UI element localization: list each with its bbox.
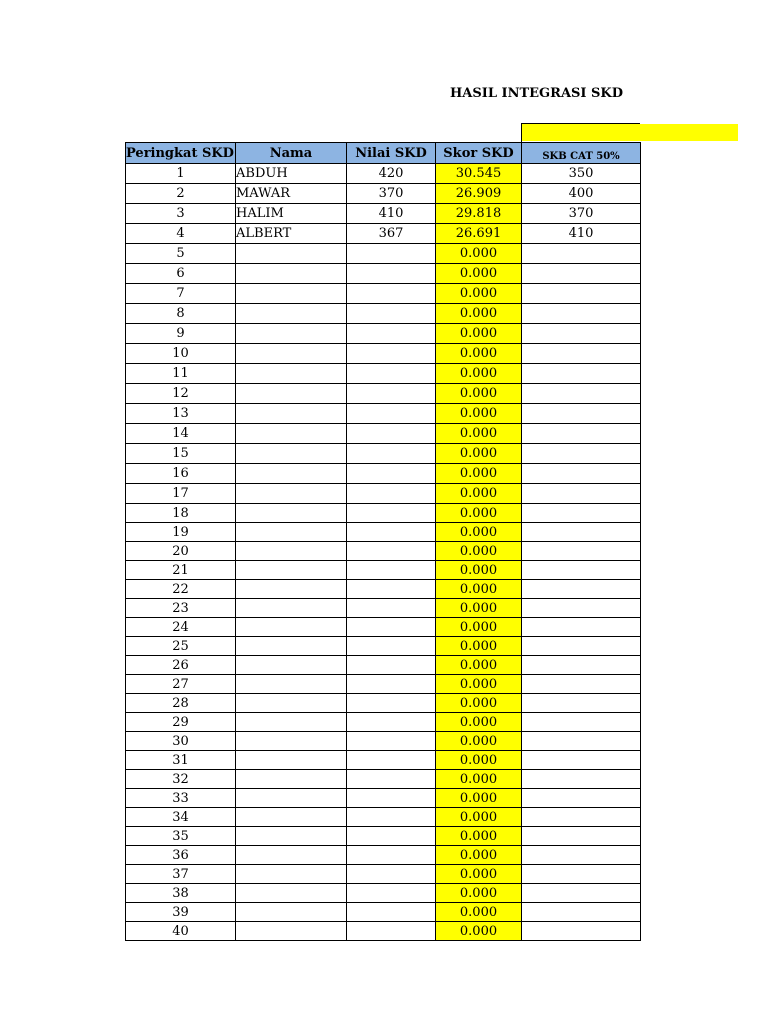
cell-skor-skd: 0.000 — [436, 903, 522, 922]
table-row — [126, 561, 641, 580]
cell-name — [236, 884, 347, 903]
table-row — [126, 542, 641, 561]
cell-skor-skd: 0.000 — [436, 542, 522, 561]
cell-rank: 34 — [126, 808, 236, 827]
cell-name — [236, 523, 347, 542]
cell-skb-cat — [522, 561, 641, 580]
cell-skor-skd: 0.000 — [436, 464, 522, 484]
cell-nilai-skd — [347, 324, 436, 344]
cell-skor-skd: 0.000 — [436, 618, 522, 637]
cell-nilai-skd — [347, 484, 436, 504]
cell-name — [236, 424, 347, 444]
table-row — [126, 304, 641, 324]
cell-nilai-skd — [347, 504, 436, 523]
cell-skb-cat — [522, 464, 641, 484]
table-row — [126, 675, 641, 694]
table-row — [126, 580, 641, 599]
cell-name — [236, 384, 347, 404]
cell-nilai-skd: 410 — [347, 204, 436, 224]
table-row — [126, 384, 641, 404]
cell-name — [236, 344, 347, 364]
cell-skor-skd: 0.000 — [436, 484, 522, 504]
cell-name — [236, 846, 347, 865]
cell-skor-skd: 0.000 — [436, 637, 522, 656]
cell-rank: 25 — [126, 637, 236, 656]
cell-name — [236, 637, 347, 656]
cell-skor-skd: 0.000 — [436, 751, 522, 770]
cell-skor-skd: 0.000 — [436, 865, 522, 884]
cell-skb-cat — [522, 284, 641, 304]
table-row — [126, 865, 641, 884]
cell-nilai-skd — [347, 364, 436, 384]
cell-rank: 27 — [126, 675, 236, 694]
cell-name — [236, 770, 347, 789]
cell-skb-cat — [522, 827, 641, 846]
cell-skb-cat — [522, 344, 641, 364]
cell-skb-cat — [522, 846, 641, 865]
header-skb-cat: SKB CAT 50% — [522, 143, 641, 164]
cell-nilai-skd — [347, 827, 436, 846]
cell-skor-skd: 0.000 — [436, 424, 522, 444]
cell-nilai-skd — [347, 751, 436, 770]
cell-rank: 35 — [126, 827, 236, 846]
cell-nilai-skd — [347, 264, 436, 284]
cell-skb-cat — [522, 264, 641, 284]
cell-skor-skd: 0.000 — [436, 884, 522, 903]
cell-rank: 7 — [126, 284, 236, 304]
cell-name — [236, 618, 347, 637]
cell-skb-cat — [522, 751, 641, 770]
cell-name — [236, 922, 347, 941]
cell-rank: 38 — [126, 884, 236, 903]
cell-rank: 13 — [126, 404, 236, 424]
table-row — [126, 504, 641, 523]
cell-name — [236, 404, 347, 424]
cell-skor-skd: 0.000 — [436, 922, 522, 941]
cell-rank: 31 — [126, 751, 236, 770]
cell-skor-skd: 0.000 — [436, 808, 522, 827]
table-row — [126, 694, 641, 713]
table-row — [126, 732, 641, 751]
cell-skor-skd: 0.000 — [436, 444, 522, 464]
cell-skor-skd: 0.000 — [436, 656, 522, 675]
cell-skb-cat — [522, 884, 641, 903]
table-row — [126, 713, 641, 732]
table-row — [126, 404, 641, 424]
cell-skb-cat — [522, 484, 641, 504]
cell-name — [236, 675, 347, 694]
cell-skor-skd: 0.000 — [436, 304, 522, 324]
cell-skor-skd: 0.000 — [436, 244, 522, 264]
cell-name — [236, 903, 347, 922]
cell-name — [236, 827, 347, 846]
cell-nilai-skd — [347, 789, 436, 808]
table-row — [126, 204, 641, 224]
cell-skor-skd: 0.000 — [436, 675, 522, 694]
cell-rank: 21 — [126, 561, 236, 580]
cell-skor-skd: 0.000 — [436, 846, 522, 865]
cell-rank: 2 — [126, 184, 236, 204]
cell-skb-cat — [522, 542, 641, 561]
cell-skor-skd: 0.000 — [436, 344, 522, 364]
table-row — [126, 922, 641, 941]
cell-nilai-skd — [347, 922, 436, 941]
cell-rank: 18 — [126, 504, 236, 523]
cell-skb-cat — [522, 903, 641, 922]
table-row — [126, 808, 641, 827]
table-body — [126, 164, 641, 941]
cell-name — [236, 244, 347, 264]
page-title: HASIL INTEGRASI SKD — [450, 86, 623, 101]
cell-name: MAWAR — [236, 184, 347, 204]
table-row — [126, 770, 641, 789]
cell-skor-skd: 0.000 — [436, 770, 522, 789]
cell-name — [236, 656, 347, 675]
cell-skor-skd: 0.000 — [436, 504, 522, 523]
header-nilai-skd: Nilai SKD — [347, 143, 436, 164]
header-skor-skd: Skor SKD — [436, 143, 522, 164]
divider-line — [521, 123, 640, 124]
cell-skb-cat — [522, 364, 641, 384]
cell-nilai-skd — [347, 732, 436, 751]
cell-name — [236, 599, 347, 618]
cell-rank: 6 — [126, 264, 236, 284]
cell-rank: 8 — [126, 304, 236, 324]
cell-nilai-skd — [347, 846, 436, 865]
cell-rank: 16 — [126, 464, 236, 484]
cell-skb-cat: 410 — [522, 224, 641, 244]
cell-skor-skd: 0.000 — [436, 732, 522, 751]
cell-name — [236, 504, 347, 523]
cell-skb-cat — [522, 304, 641, 324]
cell-skor-skd: 0.000 — [436, 264, 522, 284]
cell-name — [236, 808, 347, 827]
cell-skor-skd: 0.000 — [436, 713, 522, 732]
cell-name — [236, 713, 347, 732]
cell-name — [236, 484, 347, 504]
cell-skor-skd: 0.000 — [436, 384, 522, 404]
table-row — [126, 903, 641, 922]
cell-skor-skd: 0.000 — [436, 561, 522, 580]
cell-name — [236, 284, 347, 304]
cell-skb-cat — [522, 504, 641, 523]
table-row — [126, 464, 641, 484]
cell-nilai-skd — [347, 444, 436, 464]
table-row — [126, 244, 641, 264]
table-row — [126, 523, 641, 542]
cell-nilai-skd — [347, 542, 436, 561]
cell-name — [236, 561, 347, 580]
cell-skor-skd: 0.000 — [436, 284, 522, 304]
cell-skor-skd: 0.000 — [436, 364, 522, 384]
cell-skor-skd: 0.000 — [436, 827, 522, 846]
cell-skb-cat — [522, 713, 641, 732]
cell-nilai-skd — [347, 561, 436, 580]
cell-skb-cat — [522, 599, 641, 618]
divider-line-left — [521, 123, 522, 142]
cell-nilai-skd — [347, 808, 436, 827]
cell-nilai-skd — [347, 618, 436, 637]
cell-rank: 30 — [126, 732, 236, 751]
results-table — [125, 142, 641, 941]
table-row — [126, 164, 641, 184]
cell-nilai-skd — [347, 694, 436, 713]
cell-rank: 23 — [126, 599, 236, 618]
cell-skor-skd: 26.909 — [436, 184, 522, 204]
cell-rank: 17 — [126, 484, 236, 504]
cell-skb-cat — [522, 675, 641, 694]
table-row — [126, 827, 641, 846]
cell-skb-cat — [522, 922, 641, 941]
cell-skb-cat — [522, 808, 641, 827]
cell-name — [236, 264, 347, 284]
cell-nilai-skd — [347, 464, 436, 484]
cell-skb-cat — [522, 732, 641, 751]
table-row — [126, 364, 641, 384]
cell-name — [236, 444, 347, 464]
table-row — [126, 599, 641, 618]
cell-skor-skd: 0.000 — [436, 789, 522, 808]
cell-rank: 12 — [126, 384, 236, 404]
cell-rank: 10 — [126, 344, 236, 364]
cell-nilai-skd — [347, 675, 436, 694]
cell-skb-cat — [522, 384, 641, 404]
cell-name: HALIM — [236, 204, 347, 224]
cell-rank: 29 — [126, 713, 236, 732]
table-row — [126, 618, 641, 637]
header-row — [126, 143, 641, 164]
cell-rank: 20 — [126, 542, 236, 561]
cell-rank: 37 — [126, 865, 236, 884]
cell-skor-skd: 26.691 — [436, 224, 522, 244]
table-row — [126, 344, 641, 364]
cell-skb-cat — [522, 424, 641, 444]
cell-nilai-skd — [347, 384, 436, 404]
cell-name — [236, 580, 347, 599]
cell-nilai-skd — [347, 284, 436, 304]
cell-rank: 9 — [126, 324, 236, 344]
cell-rank: 14 — [126, 424, 236, 444]
cell-nilai-skd — [347, 523, 436, 542]
cell-nilai-skd — [347, 656, 436, 675]
table-row — [126, 424, 641, 444]
cell-skb-cat — [522, 404, 641, 424]
table-row — [126, 444, 641, 464]
cell-name — [236, 324, 347, 344]
cell-name — [236, 789, 347, 808]
cell-skor-skd: 0.000 — [436, 599, 522, 618]
cell-skor-skd: 0.000 — [436, 580, 522, 599]
cell-rank: 28 — [126, 694, 236, 713]
cell-skb-cat: 400 — [522, 184, 641, 204]
cell-rank: 40 — [126, 922, 236, 941]
cell-skb-cat — [522, 865, 641, 884]
table-row — [126, 751, 641, 770]
cell-name — [236, 364, 347, 384]
header-nama: Nama — [236, 143, 347, 164]
cell-rank: 19 — [126, 523, 236, 542]
table-row — [126, 324, 641, 344]
cell-nilai-skd — [347, 637, 436, 656]
table-row — [126, 789, 641, 808]
cell-nilai-skd — [347, 304, 436, 324]
cell-name — [236, 542, 347, 561]
cell-skb-cat — [522, 580, 641, 599]
highlight-band — [521, 124, 738, 141]
cell-name — [236, 751, 347, 770]
cell-name — [236, 732, 347, 751]
cell-skb-cat — [522, 656, 641, 675]
cell-skor-skd: 0.000 — [436, 694, 522, 713]
cell-skor-skd: 29.818 — [436, 204, 522, 224]
cell-rank: 5 — [126, 244, 236, 264]
cell-nilai-skd — [347, 344, 436, 364]
cell-nilai-skd — [347, 580, 436, 599]
cell-rank: 1 — [126, 164, 236, 184]
cell-name: ALBERT — [236, 224, 347, 244]
cell-rank: 15 — [126, 444, 236, 464]
table-row — [126, 184, 641, 204]
cell-skb-cat — [522, 244, 641, 264]
cell-rank: 22 — [126, 580, 236, 599]
table-row — [126, 224, 641, 244]
cell-skor-skd: 0.000 — [436, 324, 522, 344]
cell-skor-skd: 30.545 — [436, 164, 522, 184]
cell-skb-cat — [522, 637, 641, 656]
cell-name — [236, 304, 347, 324]
cell-rank: 26 — [126, 656, 236, 675]
cell-nilai-skd: 370 — [347, 184, 436, 204]
cell-skor-skd: 0.000 — [436, 404, 522, 424]
cell-nilai-skd — [347, 424, 436, 444]
table-row — [126, 637, 641, 656]
cell-name: ABDUH — [236, 164, 347, 184]
cell-nilai-skd: 367 — [347, 224, 436, 244]
cell-nilai-skd: 420 — [347, 164, 436, 184]
cell-nilai-skd — [347, 599, 436, 618]
cell-nilai-skd — [347, 770, 436, 789]
table-row — [126, 284, 641, 304]
table-row — [126, 846, 641, 865]
cell-skb-cat — [522, 789, 641, 808]
cell-skb-cat: 350 — [522, 164, 641, 184]
cell-name — [236, 694, 347, 713]
cell-rank: 36 — [126, 846, 236, 865]
cell-rank: 33 — [126, 789, 236, 808]
cell-rank: 4 — [126, 224, 236, 244]
cell-rank: 11 — [126, 364, 236, 384]
cell-skb-cat — [522, 523, 641, 542]
cell-nilai-skd — [347, 713, 436, 732]
cell-name — [236, 865, 347, 884]
cell-rank: 3 — [126, 204, 236, 224]
cell-skb-cat — [522, 694, 641, 713]
cell-nilai-skd — [347, 903, 436, 922]
cell-rank: 24 — [126, 618, 236, 637]
cell-skor-skd: 0.000 — [436, 523, 522, 542]
cell-skb-cat — [522, 618, 641, 637]
table-row — [126, 264, 641, 284]
cell-nilai-skd — [347, 244, 436, 264]
cell-nilai-skd — [347, 884, 436, 903]
cell-skb-cat: 370 — [522, 204, 641, 224]
table-row — [126, 656, 641, 675]
table-row — [126, 484, 641, 504]
cell-rank: 39 — [126, 903, 236, 922]
cell-name — [236, 464, 347, 484]
cell-nilai-skd — [347, 865, 436, 884]
header-peringkat: Peringkat SKD — [126, 143, 236, 164]
cell-nilai-skd — [347, 404, 436, 424]
cell-skb-cat — [522, 324, 641, 344]
cell-rank: 32 — [126, 770, 236, 789]
cell-skb-cat — [522, 770, 641, 789]
cell-skb-cat — [522, 444, 641, 464]
table-row — [126, 884, 641, 903]
